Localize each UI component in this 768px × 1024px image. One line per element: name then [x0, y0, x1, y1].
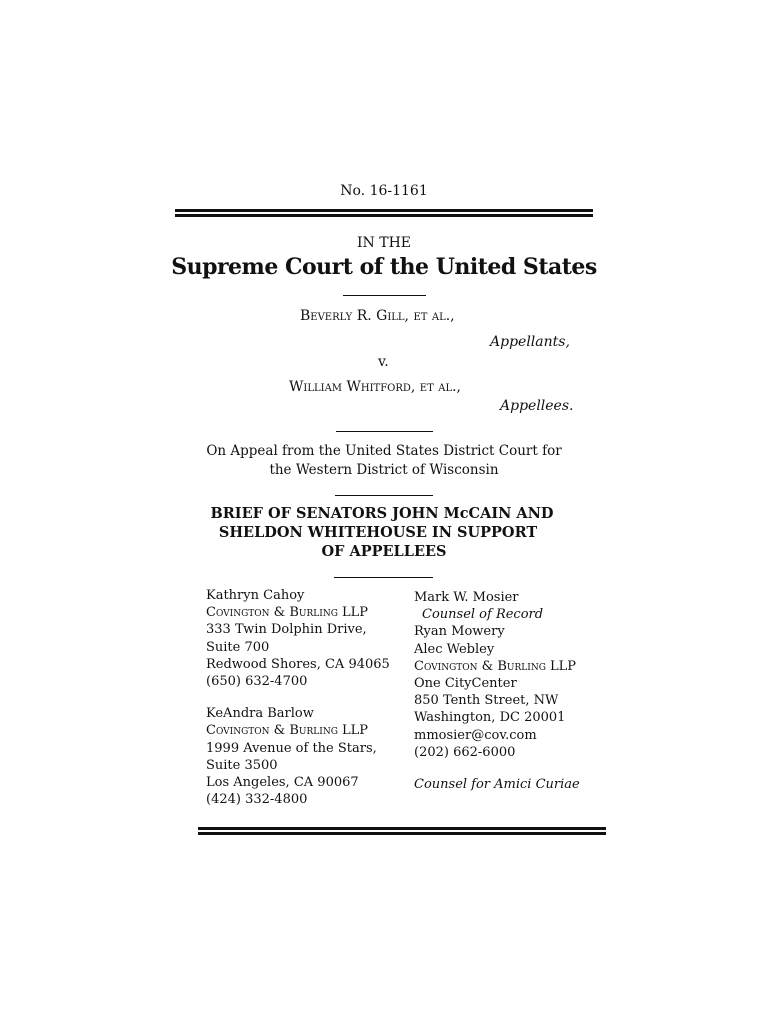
appellant-name: Beverly R. Gill, et al., [300, 308, 455, 324]
appellee-role: Appellees. [500, 398, 574, 414]
firm-name: Covington & Burling LLP [206, 723, 369, 739]
versus-label: v. [378, 354, 389, 370]
divider-rule-4 [334, 577, 433, 578]
address-line: Washington, DC 20001 [414, 710, 566, 726]
counsel-of-record-name: Mark W. Mosier [414, 590, 519, 605]
firm-name: Covington & Burling LLP [414, 658, 577, 674]
address-line: 333 Twin Dolphin Drive, [206, 622, 367, 638]
email-address: mmosier@cov.com [414, 727, 537, 743]
appeal-line-1: On Appeal from the United States District Court for [206, 443, 562, 459]
counsel-left-block-2 [206, 705, 390, 808]
phone-number: (650) 632-4700 [206, 674, 308, 690]
address-line: Los Angeles, CA 90067 [206, 775, 359, 791]
counsel-of-record-role: Counsel of Record [422, 607, 544, 623]
address-line: One CityCenter [414, 676, 517, 692]
brief-title-line-1: BRIEF OF SENATORS JOHN McCAIN AND [210, 505, 554, 522]
counsel-name: Ryan Mowery [414, 624, 505, 640]
appellee-name: William Whitford, et al., [289, 379, 461, 395]
phone-number: (202) 662-6000 [414, 744, 516, 760]
docket-number: No. 16-1161 [340, 183, 428, 199]
address-line: Redwood Shores, CA 94065 [206, 656, 390, 672]
counsel-name: KeAndra Barlow [206, 706, 314, 722]
top-double-rule [175, 209, 593, 217]
court-name: Supreme Court of the United States [171, 254, 597, 280]
in-the-label: IN THE [357, 235, 411, 251]
address-line: Suite 700 [206, 639, 270, 655]
address-line: 1999 Avenue of the Stars, [206, 740, 377, 756]
bottom-double-rule [198, 827, 606, 835]
appellant-role: Appellants, [490, 334, 570, 350]
firm-name: Covington & Burling LLP [206, 605, 369, 621]
divider-rule-1 [343, 295, 426, 296]
divider-rule-3 [335, 495, 433, 496]
appeal-line-2: the Western District of Wisconsin [269, 462, 499, 478]
brief-title-line-3: OF APPELLEES [321, 543, 447, 560]
address-line: 850 Tenth Street, NW [414, 693, 559, 709]
divider-rule-2 [336, 431, 433, 432]
counsel-left-column [206, 587, 390, 808]
counsel-right-column [414, 589, 580, 793]
counsel-left-block-1 [206, 587, 390, 690]
counsel-name: Kathryn Cahoy [206, 588, 305, 603]
address-line: Suite 3500 [206, 757, 278, 773]
phone-number: (424) 332-4800 [206, 792, 308, 808]
counsel-footer: Counsel for Amici Curiae [414, 777, 580, 793]
brief-title-line-2: SHELDON WHITEHOUSE IN SUPPORT [218, 524, 538, 541]
counsel-name: Alec Webley [414, 641, 495, 657]
